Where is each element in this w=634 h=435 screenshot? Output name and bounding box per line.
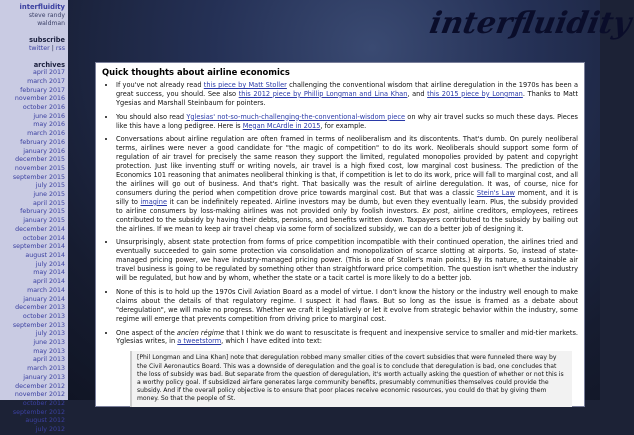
emphasis: ancien régime: [176, 328, 225, 337]
archive-month-link[interactable]: january 2014: [23, 295, 65, 303]
post-content: [95, 62, 585, 407]
text: it can be indefinitely repeated. Airline investors may be dumb, but even they eventually learn. Plus, the subsidy provided to airline consumers by loss-making airlines was not provided only by foolish investors.: [116, 197, 578, 215]
archive-month-link[interactable]: january 2016: [23, 147, 65, 155]
archive-month-link[interactable]: march 2013: [27, 365, 65, 373]
text: , airline creditors, employees, retirees contributed to the subsidy by having their debts, pensions, and benefits written down. Taxpayers contributed to the subsidy by bailing out the airlines. If we mean to keep air travel cheap via some form of socialized subsidy, we can do a better job of designing it.: [116, 206, 578, 233]
block-quote: [Phil Longman and Lina Khan] note that deregulation robbed many smaller cities of the covert subsidies that were funneled there way by the Civil Aeronautics Board. This was a downside of deregulation and the goal is to conclude that deregulation is bad, one concludes that the loss of subsidy was bad. But separate from the question of deregulation, it's worth actually asking the question of whether or not this is a worthy policy goal. If subsidized airfare generates large community benefits, presumably communities themselves could provide the subsidy. And if the overall policy objective is to ensure that poor places receive economic resources, you could do that by giving them money. So that the people of St.: [130, 351, 572, 406]
text: Conversations about airline regulation are often framed in terms of neoliberalism and its discontents. That's dumb. On purely neoliberal terms, airlines were never a good candidate for "the magic of competition" to do its work. Neoliberals should support some form of regulation of air travel for precisely the same reason they support the limited, regulated monopolies provided by patent and copyright protection. Just like inventing stuff or writing novels, air travel is a high fixed cost, low marginal cost business. The prediction of the Economics 101 reasoning that animates neoliberal thinking is that, if competition is let to do its work, price will fall to marginal cost, and all the airlines will go out of business. And that's right. That basically was the result of airline deregulation. It was, of course, nice for consumers during the period when competition drove price towards marginal cost. But that was a classic: [116, 135, 579, 197]
text: If you've not already read: [116, 80, 204, 89]
imagine-link[interactable]: imagine: [140, 197, 168, 206]
archive-month-link[interactable]: april 2017: [33, 69, 65, 77]
archive-month-link[interactable]: october 2013: [22, 312, 65, 320]
site-name-link[interactable]: interfluidity: [19, 3, 65, 11]
archive-month-link[interactable]: december 2014: [15, 225, 65, 233]
archive-month-link[interactable]: september 2015: [12, 173, 65, 181]
subscribe-links: [0, 45, 65, 54]
stoller-piece-link[interactable]: this piece by Matt Stoller: [203, 80, 287, 89]
archive-month-link[interactable]: may 2013: [33, 347, 65, 355]
text: moment, and it is silly to: [116, 188, 578, 206]
post-title: Quick thoughts about airline economics: [102, 67, 290, 77]
archives-heading: archives: [33, 60, 65, 69]
archive-month-link[interactable]: december 2013: [15, 304, 65, 312]
text: One aspect of the: [116, 328, 177, 337]
archive-month-link[interactable]: july 2013: [35, 330, 65, 338]
longman-2015-link[interactable]: this 2015 piece by Longman: [427, 89, 523, 98]
archive-month-link[interactable]: july 2015: [35, 182, 65, 190]
list-item: • None of this is to hold up the 1970s Civil Aviation Board as a model of virtue. I don't know the history or the industry well enough to make claims about the details of that regulatory regime. I suspect it had flaws. But so long as the issue is framed as a debate about "deregulation", we will make no progress. Whether we craft it legislatively or let it evolve from strategic behavior within the industry, some regime will emerge that prevents competition from driving price to marginal cost.: [116, 288, 578, 324]
list-item: [116, 81, 578, 108]
archive-month-link[interactable]: february 2016: [20, 138, 65, 146]
text: , and: [407, 89, 428, 98]
tweetstorm-link[interactable]: a tweetstorm: [177, 337, 222, 346]
text: on why air travel sucks so much these days. Pieces like this have a long pedigree. Here is: [116, 112, 578, 130]
archive-month-link[interactable]: october 2014: [22, 234, 65, 242]
archive-month-link[interactable]: november 2015: [14, 164, 65, 172]
twitter-link[interactable]: twitter: [28, 44, 50, 52]
author-name: steve randy waldman: [28, 11, 65, 28]
rss-link[interactable]: rss: [55, 44, 65, 52]
archive-month-link[interactable]: march 2017: [27, 77, 65, 85]
archive-month-link[interactable]: december 2012: [15, 382, 65, 390]
archive-month-link[interactable]: june 2016: [33, 112, 65, 120]
longman-khan-2012-link[interactable]: this 2012 piece by Phillip Longman and Lina Khan: [238, 89, 408, 98]
archives-list: [0, 69, 65, 435]
subscribe-separator: |: [49, 44, 56, 52]
archive-month-link[interactable]: august 2012: [25, 417, 65, 425]
archive-month-link[interactable]: december 2015: [15, 156, 65, 164]
archive-month-link[interactable]: november 2016: [14, 95, 65, 103]
list-item: [116, 329, 578, 347]
text: challenging the conventional wisdom that airline deregulation in the 1970s has been a great success, you should. See also: [116, 80, 579, 98]
archive-month-link[interactable]: march 2016: [27, 130, 65, 138]
list-item: [116, 135, 578, 233]
list-item: [116, 113, 578, 131]
text: You should also read: [116, 112, 187, 121]
archive-month-link[interactable]: september 2013: [12, 321, 65, 329]
archive-month-link[interactable]: may 2016: [33, 121, 65, 129]
archive-month-link[interactable]: march 2014: [27, 286, 65, 294]
archive-month-link[interactable]: april 2014: [33, 278, 65, 286]
archive-month-link[interactable]: november 2012: [14, 391, 65, 399]
archive-month-link[interactable]: february 2017: [20, 86, 65, 94]
emphasis: Ex post: [422, 206, 448, 215]
text: that I think we do want to resuscitate is frequent and inexpensive service to smaller and mid-tier markets. Yglesias writes, in: [116, 328, 578, 346]
site-logo[interactable]: interfluidity: [426, 6, 634, 41]
post-bullet-list: [102, 81, 578, 346]
archive-month-link[interactable]: june 2015: [33, 191, 65, 199]
archive-month-link[interactable]: september 2014: [12, 243, 65, 251]
archive-month-link[interactable]: september 2012: [12, 408, 65, 416]
mcardle-link[interactable]: Megan McArdle in 2015: [242, 121, 321, 130]
text: , which I have edited into text:: [221, 337, 322, 346]
yglesias-piece-link[interactable]: Yglesias' not-so-much-challenging-the-conventional-wisdom piece: [186, 112, 406, 121]
archive-month-link[interactable]: february 2015: [20, 208, 65, 216]
archive-month-link[interactable]: august 2014: [25, 251, 65, 259]
archive-month-link[interactable]: july 2014: [35, 260, 65, 268]
steins-law-link[interactable]: Stein's Law: [476, 188, 515, 197]
subscribe-heading: subscribe: [29, 36, 65, 45]
archive-month-link[interactable]: june 2013: [33, 339, 65, 347]
archive-month-link[interactable]: july 2012: [35, 426, 65, 434]
list-item: • Unsurprisingly, absent state protection from forms of price competition incompatible with their continued operation, the airlines tried and eventually succeeded to gain some protection via consolidation and monopolization of scarce slotting at airports. So, instead of state-managed pricing power, we have industry-managed pricing power. (This is one of Stoller's main points.) By its nature, a sustainable air travel business is going to be regulated by something other than straightforward price competition. The question isn't whether the industry will be regulated, but how and by whom, whether the state or a tacit cartel is more likely to do a better job.: [116, 238, 578, 283]
archive-month-link[interactable]: april 2013: [33, 356, 65, 364]
archive-month-link[interactable]: may 2014: [33, 269, 65, 277]
text: . Thanks to Matt Ygesias and Marshall Steinbaum for pointers.: [116, 89, 578, 107]
sidebar: [0, 0, 68, 434]
archive-month-link[interactable]: october 2012: [22, 399, 65, 407]
archive-month-link[interactable]: april 2015: [33, 199, 65, 207]
archive-month-link[interactable]: january 2015: [23, 217, 65, 225]
archive-month-link[interactable]: october 2016: [22, 104, 65, 112]
text: , for example.: [320, 121, 367, 130]
archive-month-link[interactable]: january 2013: [23, 373, 65, 381]
